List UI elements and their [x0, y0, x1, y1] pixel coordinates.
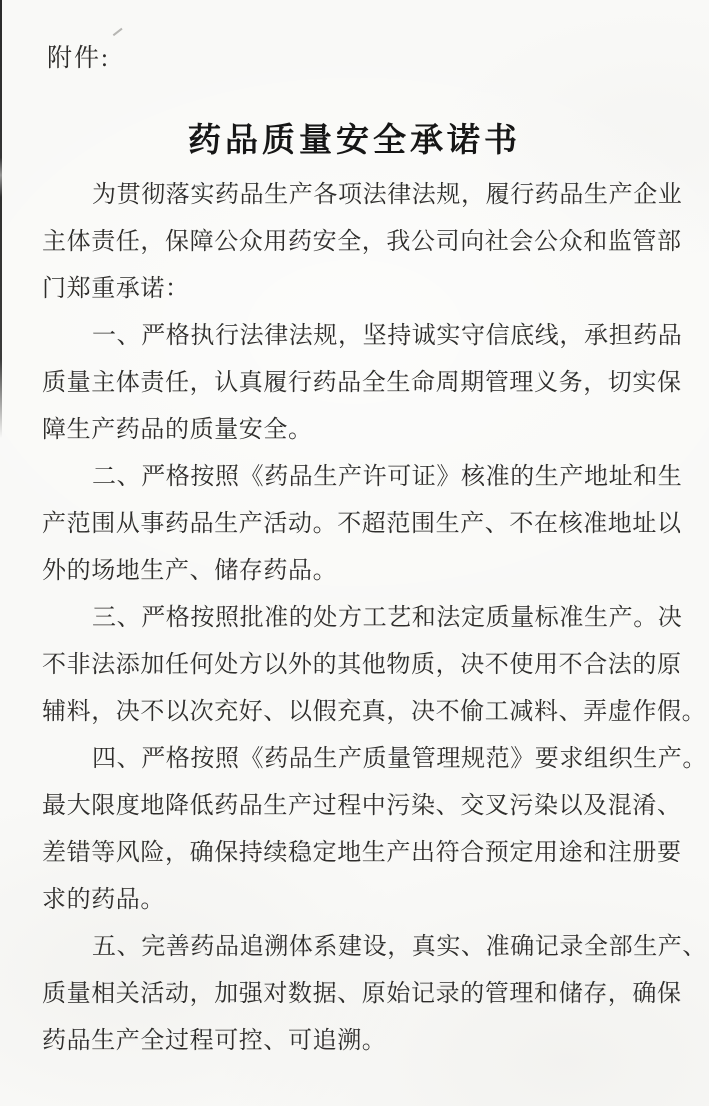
text-line: 四、严格按照《药品生产质量管理规范》要求组织生产。: [92, 746, 707, 772]
text-line: 辅料，决不以次充好、以假充真，决不偷工减料、弄虚作假。: [42, 699, 707, 725]
text-line: 一、严格执行法律法规，坚持诚实守信底线，承担药品: [92, 323, 683, 349]
text-line: 主体责任，保障公众用药安全，我公司向社会公众和监管部: [42, 229, 682, 255]
document-title: 药品质量安全承诺书: [188, 121, 521, 159]
text-line: 五、完善药品追溯体系建设，真实、准确记录全部生产、: [92, 934, 707, 960]
text-line: 为贯彻落实药品生产各项法律法规，履行药品生产企业: [92, 182, 683, 208]
text-line: 差错等风险，确保持续稳定地生产出符合预定用途和注册要: [42, 840, 682, 866]
text-line: 不非法添加任何处方以外的其他物质，决不使用不合法的原: [42, 652, 682, 678]
text-line: 药品生产全过程可控、可追溯。: [42, 1028, 387, 1054]
text-line: 门郑重承诺：: [42, 276, 190, 302]
document-body: [42, 172, 707, 1065]
text-line: 三、严格按照批准的处方工艺和法定质量标准生产。决: [92, 605, 683, 631]
text-line: 最大限度地降低药品生产过程中污染、交叉污染以及混淆、: [42, 793, 682, 819]
text-line: 质量相关活动，加强对数据、原始记录的管理和储存，确保: [42, 981, 682, 1007]
text-line: 产范围从事药品生产活动。不超范围生产、不在核准地址以: [42, 511, 682, 537]
text-line: 求的药品。: [42, 887, 165, 913]
text-line: 外的场地生产、储存药品。: [42, 558, 338, 584]
scan-edge-artifact: [0, 0, 2, 438]
attachment-label: 附件:: [47, 45, 110, 72]
text-line: 障生产药品的质量安全。: [42, 417, 313, 443]
text-line: 质量主体责任，认真履行药品全生命周期管理义务，切实保: [42, 370, 682, 396]
scan-speck-artifact: [113, 28, 123, 36]
text-line: 二、严格按照《药品生产许可证》核准的生产地址和生: [92, 464, 683, 490]
